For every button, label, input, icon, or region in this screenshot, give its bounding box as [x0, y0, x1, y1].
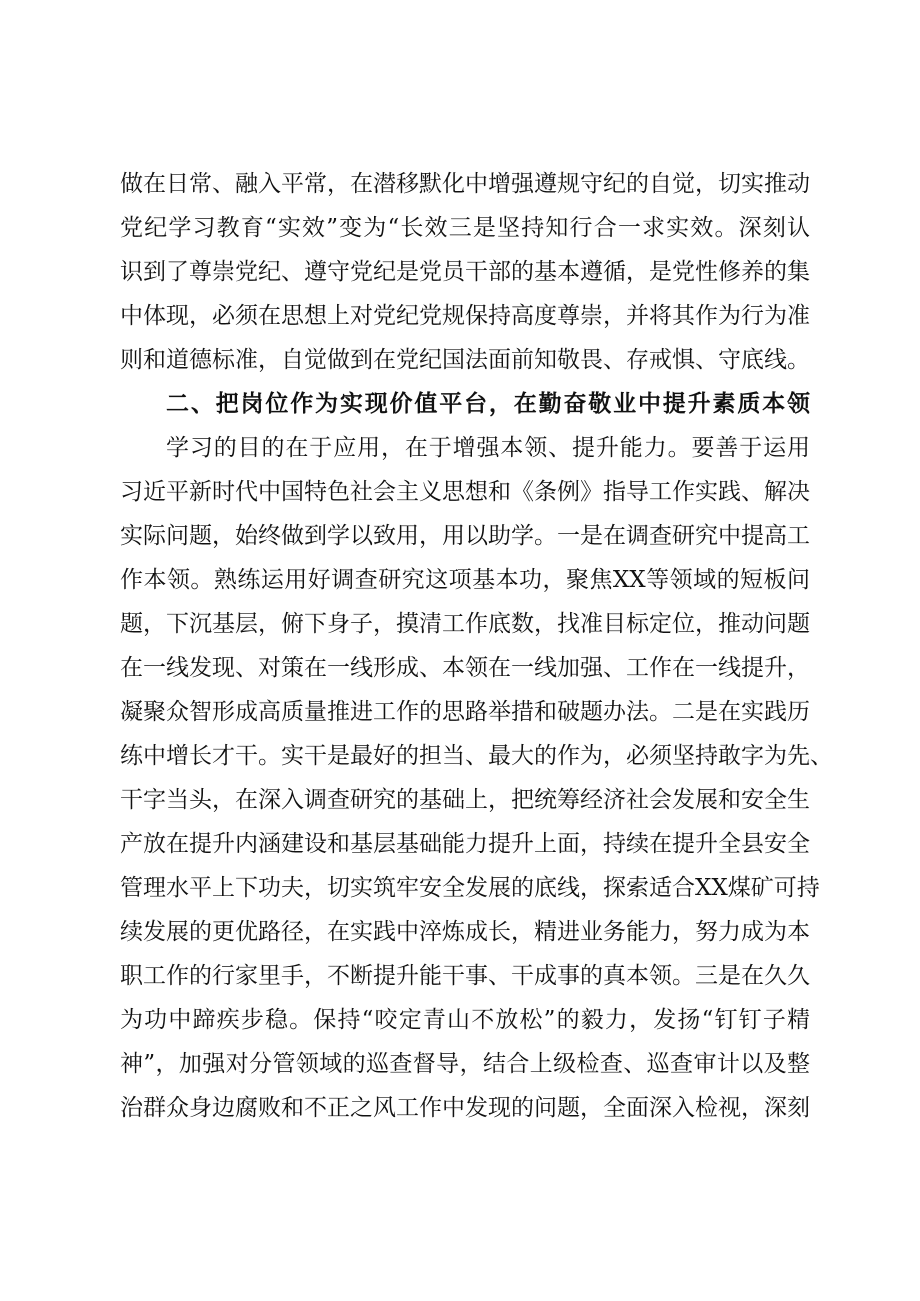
- body-text-line: 治群众身边腐败和不正之风工作中发现的问题，全面深入检视，深刻: [120, 1095, 810, 1121]
- body-text-line: 在一线发现、对策在一线形成、本领在一线加强、工作在一线提升，: [120, 655, 810, 681]
- body-text-line: 作本领。熟练运用好调查研究这项基本功，聚焦XX等领域的短板问: [120, 567, 810, 593]
- paragraph-first-line: 学习的目的在于应用，在于增强本领、提升能力。要善于运用: [166, 435, 810, 461]
- body-text-line: 中体现，必须在思想上对党纪党规保持高度尊崇，并将其作为行为准: [120, 303, 810, 329]
- body-text-line: 管理水平上下功夫，切实筑牢安全发展的底线，探索适合XX煤矿可持: [120, 875, 820, 901]
- body-text-line: 练中增长才干。实干是最好的担当、最大的作为，必须坚持敢字为先、: [120, 743, 833, 769]
- body-text-line: 干字当头，在深入调查研究的基础上，把统筹经济社会发展和安全生: [120, 787, 810, 813]
- section-heading: 二、把岗位作为实现价值平台，在勤奋敬业中提升素质本领: [166, 391, 810, 417]
- body-text-line: 续发展的更优路径，在实践中淬炼成长，精进业务能力，努力成为本: [120, 919, 810, 945]
- body-text-line: 题，下沉基层，俯下身子，摸清工作底数，找准目标定位，推动问题: [120, 611, 810, 637]
- body-text-line: 凝聚众智形成高质量推进工作的思路举措和破题办法。二是在实践历: [120, 699, 810, 725]
- body-text-line: 习近平新时代中国特色社会主义思想和《条例》指导工作实践、解决: [120, 479, 810, 505]
- body-text-line: 做在日常、融入平常，在潜移默化中增强遵规守纪的自觉，切实推动: [120, 171, 810, 197]
- body-text-line: 党纪学习教育“实效”变为“长效三是坚持知行合一求实效。深刻认: [120, 215, 810, 241]
- body-text-line: 实际问题，始终做到学以致用，用以助学。一是在调查研究中提高工: [120, 523, 810, 549]
- body-text-line: 神”，加强对分管领域的巡查督导，结合上级检查、巡查审计以及整: [120, 1051, 810, 1077]
- body-text-line: 产放在提升内涵建设和基层基础能力提升上面，持续在提升全县安全: [120, 831, 810, 857]
- body-text-line: 则和道德标准，自觉做到在党纪国法面前知敬畏、存戒惧、守底线。: [120, 347, 810, 373]
- body-text-line: 为功中蹄疾步稳。保持“咬定青山不放松”的毅力，发扬“钉钉子精: [120, 1007, 810, 1033]
- body-text-line: 职工作的行家里手，不断提升能干事、干成事的真本领。三是在久久: [120, 963, 810, 989]
- body-text-line: 识到了尊崇党纪、遵守党纪是党员干部的基本遵循，是党性修养的集: [120, 259, 810, 285]
